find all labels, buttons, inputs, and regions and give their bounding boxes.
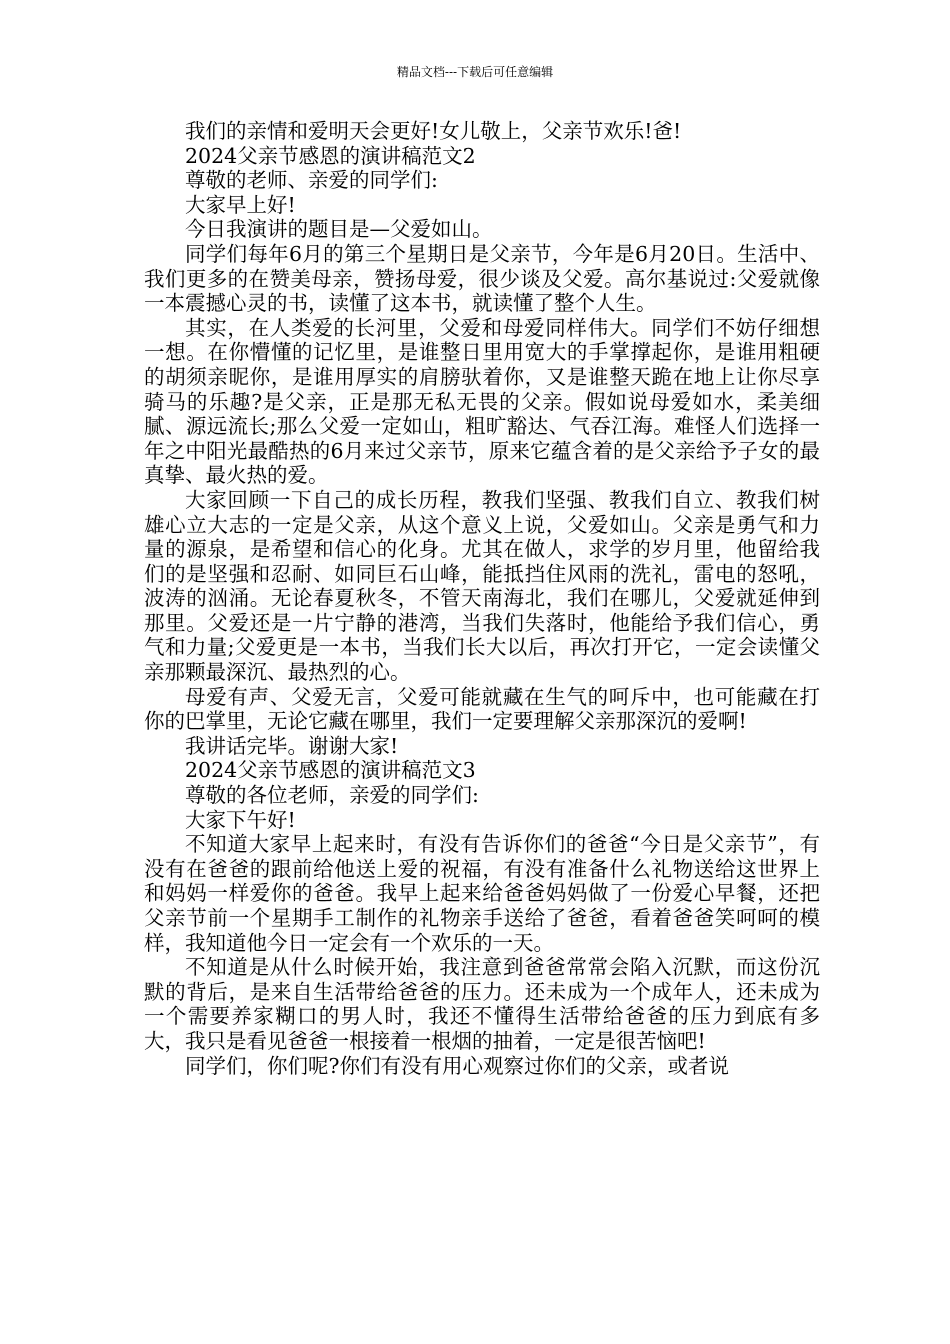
paragraph: 母爱有声、父爱无言，父爱可能就藏在生气的呵斥中，也可能藏在打你的巴掌里，无论它藏在哪里，我们一定要理解父亲那深沉的爱啊! bbox=[144, 684, 820, 734]
paragraph: 我讲话完毕。谢谢大家! bbox=[185, 733, 399, 758]
salutation: 尊敬的各位老师，亲爱的同学们: bbox=[185, 783, 479, 808]
paragraph: 我们的亲情和爱明天会更好!女儿敬上，父亲节欢乐!爸! bbox=[185, 119, 682, 143]
greeting: 大家早上好! bbox=[185, 192, 296, 217]
salutation: 尊敬的老师、亲爱的同学们: bbox=[185, 168, 438, 193]
section-title: 2024父亲节感恩的演讲稿范文2 bbox=[185, 143, 476, 168]
paragraph: 不知道大家早上起来时，有没有告诉你们的爸爸“今日是父亲节”，有没有在爸爸的跟前给他送上爱的祝福，有没有准备什么礼物送给这世界上和妈妈一样爱你的爸爸。我早上起来给爸爸妈妈做了一份爱心早餐，还把父亲节前一个星期手工制作的礼物亲手送给了爸爸，看着爸爸笑呵呵的模样，我知道他今日一定会有一个欢乐的一天。 bbox=[144, 832, 820, 955]
page-header: 精品文档---下载后可任意编辑 bbox=[396, 65, 554, 79]
paragraph: 不知道是从什么时候开始，我注意到爸爸常常会陷入沉默，而这份沉默的背后，是来自生活带给爸爸的压力。还未成为一个成年人，还未成为一个需要养家糊口的男人时，我还不懂得生活带给爸爸的压力到底有多大，我只是看见爸爸一根接着一根烟的抽着，一定是很苦恼吧! bbox=[144, 955, 820, 1053]
paragraph: 其实，在人类爱的长河里，父爱和母爱同样伟大。同学们不妨仔细想一想。在你懵懂的记忆里，是谁整日里用宽大的手掌撑起你，是谁用粗硬的胡须亲昵你，是谁用厚实的肩膀驮着你，又是谁整天跪在地上让你尽享骑马的乐趣?是父亲，正是那无私无畏的父亲。假如说母爱如水，柔美细腻、源远流长;那么父爱一定如山，粗旷豁达、气吞江海。难怪人们选择一年之中阳光最酷热的6月来过父亲节，原来它蕴含着的是父亲给予子女的最真挚、最火热的爱。 bbox=[144, 315, 820, 488]
greeting: 大家下午好! bbox=[185, 807, 296, 832]
section-title: 2024父亲节感恩的演讲稿范文3 bbox=[185, 758, 476, 783]
document-body bbox=[144, 119, 820, 1078]
paragraph: 同学们每年6月的第三个星期日是父亲节，今年是6月20日。生活中、我们更多的在赞美母亲，赞扬母爱，很少谈及父爱。高尔基说过:父爱就像一本震撼心灵的书，读懂了这本书，就读懂了整个人生。 bbox=[144, 241, 820, 316]
paragraph: 今日我演讲的题目是—父爱如山。 bbox=[185, 217, 493, 242]
paragraph: 同学们，你们呢?你们有没有用心观察过你们的父亲，或者说 bbox=[185, 1053, 729, 1078]
paragraph: 大家回顾一下自己的成长历程，教我们坚强、教我们自立、教我们树雄心立大志的一定是父亲，从这个意义上说，父爱如山。父亲是勇气和力量的源泉，是希望和信心的化身。尤其在做人，求学的岁月里，他留给我们的是坚强和忍耐、如同巨石山峰，能抵挡住风雨的洗礼，雷电的怒吼，波涛的汹涌。无论春夏秋冬，不管天南海北，我们在哪儿，父爱就延伸到那里。父爱还是一片宁静的港湾，当我们失落时，他能给予我们信心，勇气和力量;父爱更是一本书，当我们长大以后，再次打开它，一定会读懂父亲那颗最深沉、最热烈的心。 bbox=[144, 487, 820, 685]
